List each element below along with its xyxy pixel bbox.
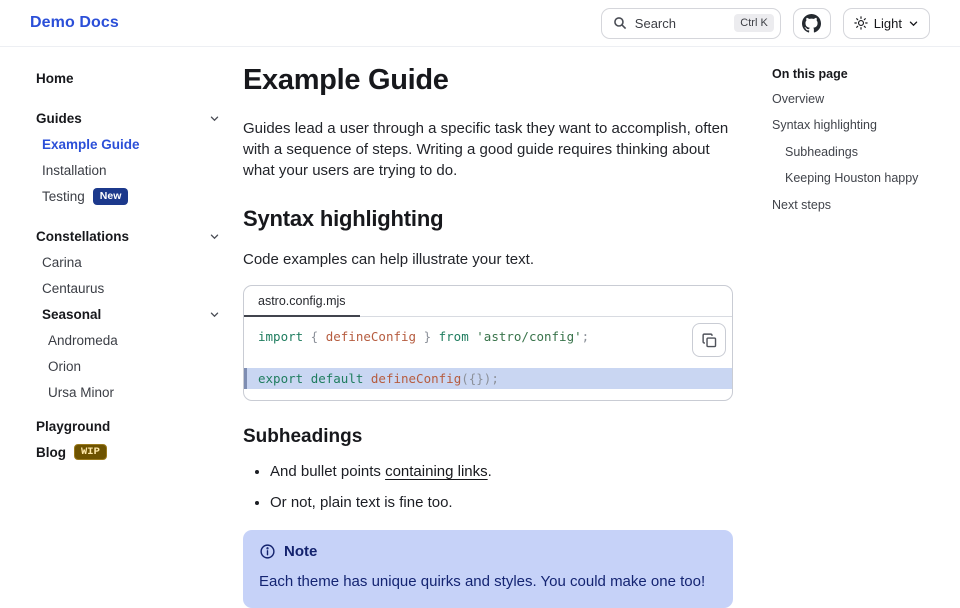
code-content	[244, 317, 732, 400]
sidebar-item-label: Home	[36, 70, 74, 86]
containing-links-link[interactable]: containing links	[385, 463, 488, 480]
toc-title: On this page	[772, 67, 848, 81]
toc-item-next-steps[interactable]: Next steps	[772, 198, 832, 212]
sidebar-item-centaurus[interactable]	[36, 275, 220, 301]
sidebar-item-label: Ursa Minor	[48, 384, 115, 400]
sidebar-item-andromeda[interactable]	[36, 327, 220, 353]
sidebar-group-constellations[interactable]	[36, 223, 220, 249]
sidebar-nav	[0, 47, 234, 540]
bullet-text: .	[487, 463, 492, 480]
heading-subheadings: Subheadings	[243, 426, 363, 447]
bullet-list	[243, 461, 733, 513]
code-filename-tab[interactable]: astro.config.mjs	[244, 286, 360, 317]
header	[0, 0, 960, 47]
sidebar-item-label: Example Guide	[42, 136, 140, 152]
wip-badge: WIP	[74, 444, 107, 460]
search-shortcut: Ctrl K	[734, 14, 774, 32]
main-content	[243, 47, 733, 590]
info-icon	[259, 543, 276, 560]
search-icon	[613, 16, 627, 30]
sidebar-item-testing[interactable]	[36, 183, 220, 209]
chevron-down-icon	[209, 309, 220, 320]
sidebar-item-example-guide[interactable]	[36, 131, 220, 157]
code-tab-bar	[244, 286, 732, 317]
sidebar-item-playground[interactable]	[36, 413, 220, 439]
sidebar-item-label: Centaurus	[42, 280, 105, 296]
sidebar-item-home[interactable]	[36, 65, 220, 91]
code-line-marked: export default defineConfig({});	[244, 368, 732, 389]
page-title: Example Guide	[243, 64, 449, 96]
site-logo[interactable]: Demo Docs	[30, 14, 119, 31]
sidebar-item-label: Installation	[42, 162, 107, 178]
note-title: Note	[284, 543, 318, 560]
code-block	[243, 285, 733, 401]
sidebar-group-seasonal[interactable]	[36, 301, 220, 327]
new-badge: New	[93, 188, 129, 205]
heading-syntax-highlighting: Syntax highlighting	[243, 206, 444, 231]
list-item	[270, 492, 733, 513]
header-actions	[601, 8, 930, 39]
sidebar-item-installation[interactable]	[36, 157, 220, 183]
code-line	[244, 347, 732, 368]
theme-label: Light	[873, 15, 902, 31]
syntax-lead-paragraph: Code examples can help illustrate your text.	[243, 251, 534, 268]
sidebar-item-label: Andromeda	[48, 332, 118, 348]
sidebar-item-label: Playground	[36, 418, 111, 434]
search-placeholder: Search	[634, 15, 676, 31]
sidebar-item-ursa-minor[interactable]	[36, 379, 220, 405]
sidebar-item-blog[interactable]	[36, 439, 220, 465]
bullet-text: And bullet points	[270, 463, 386, 480]
search-input[interactable]	[601, 8, 781, 39]
toc-item-keeping-houston-happy[interactable]: Keeping Houston happy	[785, 171, 919, 186]
sidebar-item-label: Orion	[48, 358, 82, 374]
toc-item-overview[interactable]: Overview	[772, 91, 825, 106]
note-body: Each theme has unique quirks and styles. You could make one too!	[259, 573, 706, 590]
chevron-down-icon	[908, 18, 919, 29]
bullet-text: Or not, plain text is fine too.	[270, 494, 453, 511]
note-title-row	[259, 543, 717, 560]
sidebar-group-label: Guides	[36, 110, 82, 126]
github-button[interactable]	[793, 8, 831, 39]
sun-icon	[854, 16, 868, 30]
list-item	[270, 461, 733, 482]
chevron-down-icon	[209, 113, 220, 124]
sidebar-item-label: Testing	[42, 188, 85, 204]
sidebar-group-label: Seasonal	[42, 306, 102, 322]
sidebar-item-label: Blog	[36, 444, 66, 460]
toc-item-syntax-highlighting[interactable]: Syntax highlighting	[772, 118, 877, 133]
chevron-down-icon	[209, 231, 220, 242]
sidebar-group-label: Constellations	[36, 228, 130, 244]
sidebar-group-guides[interactable]	[36, 105, 220, 131]
sidebar-item-label: Carina	[42, 254, 82, 270]
code-line: import { defineConfig } from 'astro/config';	[258, 329, 590, 344]
note-callout	[243, 530, 733, 608]
copy-code-button[interactable]	[692, 323, 726, 357]
on-this-page-nav	[772, 47, 942, 214]
sidebar-item-orion[interactable]	[36, 353, 220, 379]
copy-icon	[701, 332, 718, 349]
toc-item-subheadings[interactable]: Subheadings	[785, 144, 858, 159]
sidebar-item-carina[interactable]	[36, 249, 220, 275]
intro-paragraph: Guides lead a user through a specific task they want to accomplish, often with a sequence of steps. Writing a good guide requires thinking about what your users are trying to do.	[243, 120, 729, 179]
theme-select[interactable]	[843, 8, 930, 39]
github-icon	[802, 14, 821, 33]
